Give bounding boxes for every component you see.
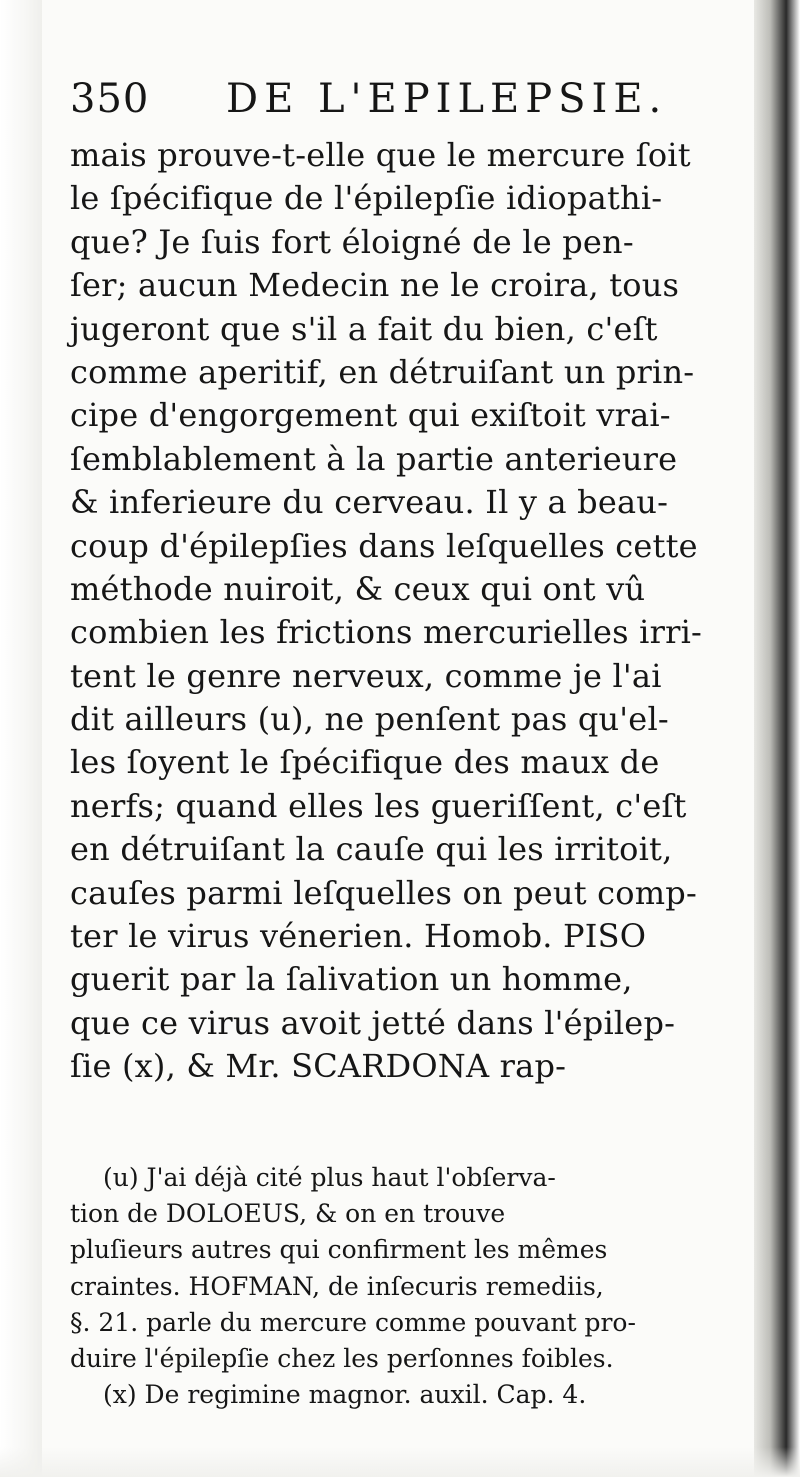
text-line: cipe d'engorgement qui exiſtoit vrai- [70,396,671,435]
text-line: tent le genre nerveux, comme je l'ai [70,656,662,695]
page-binding-edge [754,0,800,1477]
text-line: comme aperitif, en détruiſant un prin- [70,352,695,391]
footnote-u-line: (u) J'ai déjà cité plus haut l'obſerva- [103,1163,556,1192]
text-line: méthode nuiroit, & ceux qui ont vû [70,569,646,608]
page-number: 350 [70,76,150,122]
footnote-u-line: §. 21. parle du mercure comme pouvant pro- [70,1307,636,1337]
text-line: dit ailleurs (u), ne penſent pas qu'el- [70,700,669,739]
text-line: en détruiſant la cauſe qui les irritoit, [70,830,673,869]
text-line: ſemblablement à la partie anterieure [70,439,678,478]
footnote-u-line: duire l'épilepſie chez les perſonnes foibles. [70,1343,614,1373]
text-line: que? Je ſuis fort éloigné de le pen- [70,222,634,261]
footnote-u-line: tion de DOLOEUS, & on en trouve [70,1199,506,1229]
text-line: ſer; aucun Medecin ne le croira, tous [70,266,680,305]
text-line: nerfs; quand elles les gueriſſent, c'eſt [70,786,687,825]
body-text [70,134,710,1089]
text-line: jugeront que s'il a fait du bien, c'eſt [70,309,658,348]
text-line: guerit par la ſalivation un homme, [70,960,633,999]
footnotes [70,1160,710,1413]
footnote-x-line: (x) De regimine magnor. auxil. Cap. 4. [103,1380,587,1410]
page-bottom-shadow [0,1447,800,1477]
page-left-margin [0,0,42,1477]
text-line: & inferieure du cerveau. Il y a beau- [70,483,669,522]
text-line: coup d'épilepſies dans leſquelles cette [70,526,698,565]
running-head: DE L'EPILEPSIE. [226,76,668,122]
text-line: le ſpécifique de l'épilepſie idiopathi- [70,179,663,218]
text-line: ter le virus vénerien. Homob. PISO [70,917,647,956]
text-line: cauſes parmi leſquelles on peut comp- [70,873,697,912]
text-line: que ce virus avoit jetté dans l'épilep- [70,1003,676,1042]
text-line: les ſoyent le ſpécifique des maux de [70,743,660,782]
footnote-u-line: pluſieurs autres qui confirment les mêmes [70,1235,608,1265]
page-header [70,74,710,124]
text-line: mais prouve-t-elle que le mercure ſoit [70,136,691,174]
footnote-u-line: craintes. HOFMAN, de inſecuris remediis, [70,1271,604,1301]
text-line: combien les frictions mercurielles irri- [70,613,703,652]
text-line: ſie (x), & Mr. SCARDONA rap- [70,1047,567,1086]
